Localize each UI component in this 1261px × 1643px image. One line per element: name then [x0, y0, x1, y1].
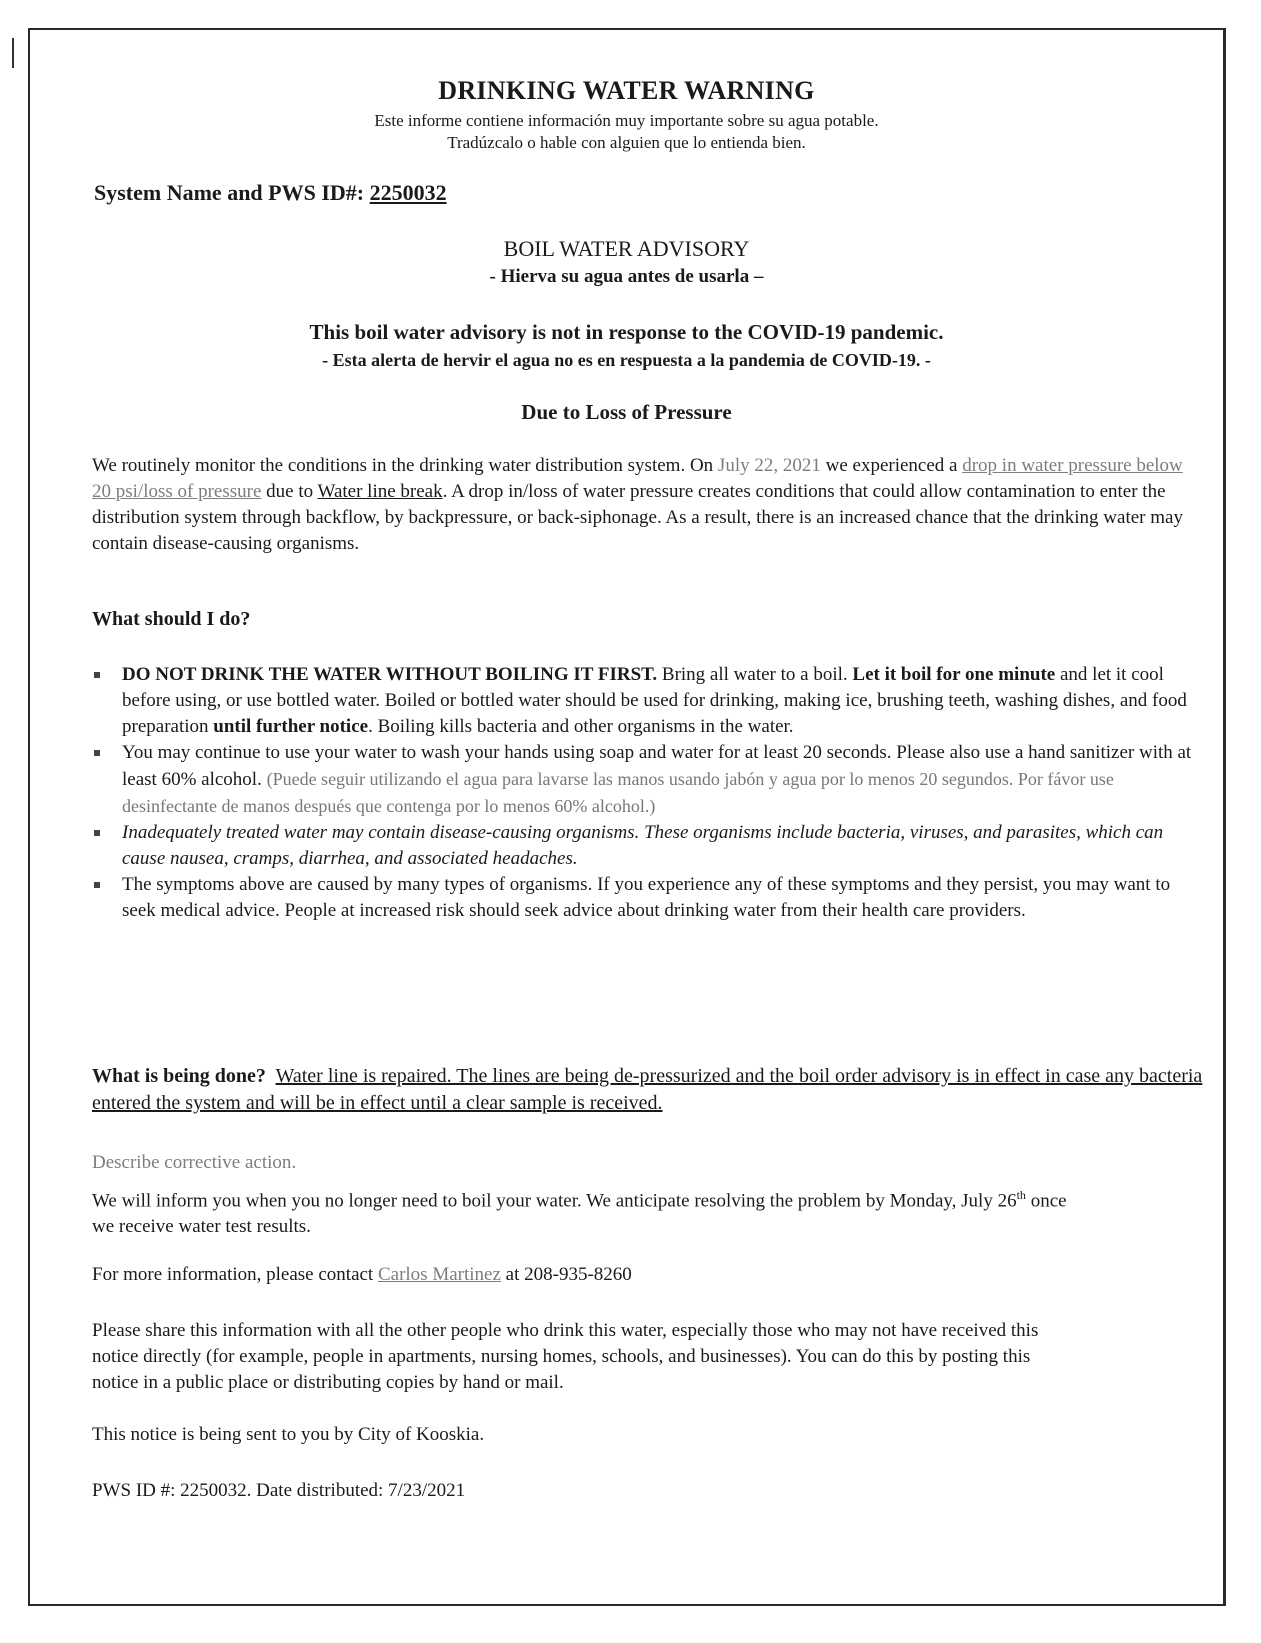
corrective-action-label: Describe corrective action. [92, 1152, 297, 1173]
contact-line: For more information, please contact Carlos Martinez at 208-935-8260 [92, 1264, 632, 1285]
event-date: July 22, 2021 [717, 455, 821, 476]
margin-mark [12, 38, 14, 68]
share-paragraph: Please share this information with all the other people who drink this water, especially those who may not have received this notice directly (for example, people in apartments, nursing homes, schools, and businesses). You can do this by posting this notice in a public place or distributing copies by hand or mail. [92, 1320, 1039, 1393]
notice-frame [28, 28, 1226, 1606]
sender-line: This notice is being sent to you by City of Kooskia. [92, 1424, 485, 1445]
event-description: drop in water pressure below 20 psi/loss of pressure [92, 455, 1183, 502]
bullet-icon [94, 672, 100, 678]
intro-paragraph: We routinely monitor the conditions in the drinking water distribution system. On July 22, 2021 we experienced a drop in water pressure below 20 psi/loss of pressure due to Water line break. A drop in/loss of water pressure creates conditions that could allow contamination to enter the distribution system through backflow, by backpressure, or back-siphonage. As a result, there is an increased chance that the drinking water may contain disease-causing organisms. [92, 455, 1183, 554]
contact-name: Carlos Martinez [377, 1264, 501, 1285]
what-to-do-heading: What should I do? [92, 608, 251, 630]
spanish-notice-line-1: Este informe contiene información muy importante sobre su agua potable. [374, 111, 879, 130]
event-cause: Water line break [317, 481, 443, 502]
bullet-icon [94, 750, 100, 756]
corrective-action-text: We will inform you when you no longer need to boil your water. We anticipate resolving the problem by Monday, July 26th once we receive water test results. [92, 1188, 1067, 1238]
covid-note-spanish: - Esta alerta de hervir el agua no es en respuesta a la pandemia de COVID-19. - [322, 350, 931, 370]
spanish-notice-line-2: Tradúzcalo o hable con alguien que lo entienda bien. [447, 133, 806, 152]
advisory-spanish: - Hierva su agua antes de usarla – [489, 266, 764, 287]
what-is-being-done: What is being done? Water line is repaired. The lines are being de-pressurized and the boil order advisory is in effect in case any bacteria entered the system and will be in effect until a clear sample is received. [92, 1065, 1203, 1114]
list-item: You may continue to use your water to wash your hands using soap and water for at least 20 seconds. Please also use a hand sanitizer with at least 60% alcohol. (Puede seguir utilizando el agua para lavarse las manos usando jabón y agua por lo menos 20 segundos. Por fávor use desinfectante de manos después que contenga por lo menos 60% alcohol.) [92, 740, 1202, 820]
system-name-line [94, 180, 447, 206]
advisory-title: BOIL WATER ADVISORY [503, 236, 750, 261]
footer-pws-line: PWS ID #: 2250032. Date distributed: 7/23/2021 [92, 1480, 466, 1501]
pws-id: 2250032 [369, 180, 447, 205]
list-item: Inadequately treated water may contain disease-causing organisms. These organisms include bacteria, viruses, and parasites, which can cause nausea, cramps, diarrhea, and associated headaches. [92, 820, 1202, 872]
corrective-status: Water line is repaired. The lines are being de-pressurized and the boil order advisory is in effect in case any bacteria entered the system and will be in effect until a clear sample is received. [92, 1065, 1203, 1114]
list-item: The symptoms above are caused by many types of organisms. If you experience any of these symptoms and they persist, you may want to seek medical advice. People at increased risk should seek advice about drinking water from their health care providers. [92, 872, 1202, 924]
instruction-list [92, 662, 1202, 924]
list-item: DO NOT DRINK THE WATER WITHOUT BOILING IT FIRST. Bring all water to a boil. Let it boil for one minute and let it cool before using, or use bottled water. Boiled or bottled water should be used for drinking, making ice, brushing teeth, washing dishes, and food preparation until further notice. Boiling kills bacteria and other organisms in the water. [92, 662, 1202, 740]
system-label: System Name and PWS ID#: [94, 180, 365, 205]
bullet-icon [94, 882, 100, 888]
page-title: DRINKING WATER WARNING [438, 76, 815, 105]
covid-note-english: This boil water advisory is not in response to the COVID-19 pandemic. [309, 320, 944, 344]
advisory-reason: Due to Loss of Pressure [521, 400, 732, 424]
bullet-icon [94, 830, 100, 836]
